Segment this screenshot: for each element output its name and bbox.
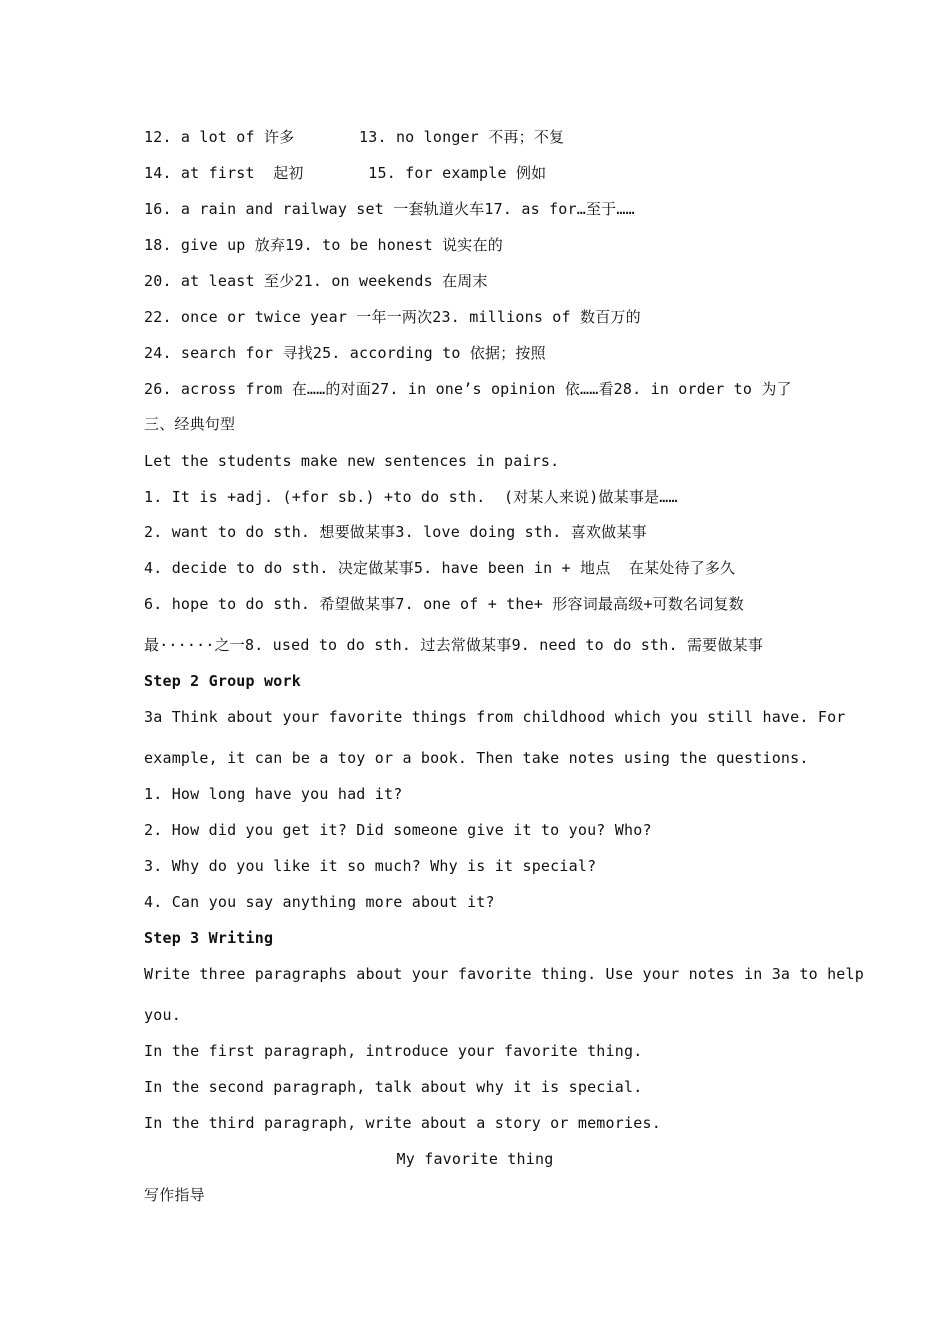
instruction-text: Let the students make new sentences in pairs.: [144, 452, 560, 470]
section-heading: 三、经典句型: [144, 415, 236, 433]
phrase-line: 22. once or twice year 一年一两次23. millions of 数百万的: [144, 308, 641, 326]
instruction-text: In the third paragraph, write about a story or memories.: [144, 1114, 661, 1132]
question-item: 1. How long have you had it?: [144, 785, 403, 803]
essay-title: My favorite thing: [396, 1150, 554, 1168]
paragraph-text: Write three paragraphs about your favorite thing. Use your notes in 3a to help: [144, 965, 864, 983]
step2-title: Step 2 Group work: [144, 672, 301, 690]
instruction-text: In the first paragraph, introduce your favorite thing.: [144, 1042, 643, 1060]
paragraph-text: example, it can be a toy or a book. Then take notes using the questions.: [144, 749, 809, 767]
phrase-line: 20. at least 至少21. on weekends 在周末: [144, 272, 488, 290]
paragraph-text: you.: [144, 1006, 181, 1024]
phrase-line: 16. a rain and railway set 一套轨道火车17. as for…至于……: [144, 200, 635, 218]
paragraph-text: 3a Think about your favorite things from childhood which you still have. For: [144, 708, 846, 726]
question-item: 3. Why do you like it so much? Why is it special?: [144, 857, 597, 875]
instruction-text: In the second paragraph, talk about why it is special.: [144, 1078, 643, 1096]
section-heading: 写作指导: [144, 1186, 205, 1204]
sentence-pattern: 1. It is +adj. (+for sb.) +to do sth. (对某人来说)做某事是……: [144, 488, 678, 506]
question-item: 2. How did you get it? Did someone give it to you? Who?: [144, 821, 652, 839]
phrase-line: 26. across from 在……的对面27. in one’s opinion 依……看28. in order to 为了: [144, 380, 792, 398]
phrase-line: 18. give up 放弃19. to be honest 说实在的: [144, 236, 503, 254]
step3-title: Step 3 Writing: [144, 929, 274, 947]
sentence-pattern: 4. decide to do sth. 决定做某事5. have been in + 地点 在某处待了多久: [144, 559, 736, 577]
question-item: 4. Can you say anything more about it?: [144, 893, 495, 911]
sentence-pattern: 最······之一8. used to do sth. 过去常做某事9. need to do sth. 需要做某事: [144, 636, 763, 654]
phrase-line: 14. at first 起初 15. for example 例如: [144, 164, 547, 182]
phrase-line: 12. a lot of 许多 13. no longer 不再；不复: [144, 128, 565, 146]
sentence-pattern: 6. hope to do sth. 希望做某事7. one of + the+ 形容词最高级+可数名词复数: [144, 595, 744, 613]
phrase-line: 24. search for 寻找25. according to 依据；按照: [144, 344, 546, 362]
sentence-pattern: 2. want to do sth. 想要做某事3. love doing sth. 喜欢做某事: [144, 523, 647, 541]
